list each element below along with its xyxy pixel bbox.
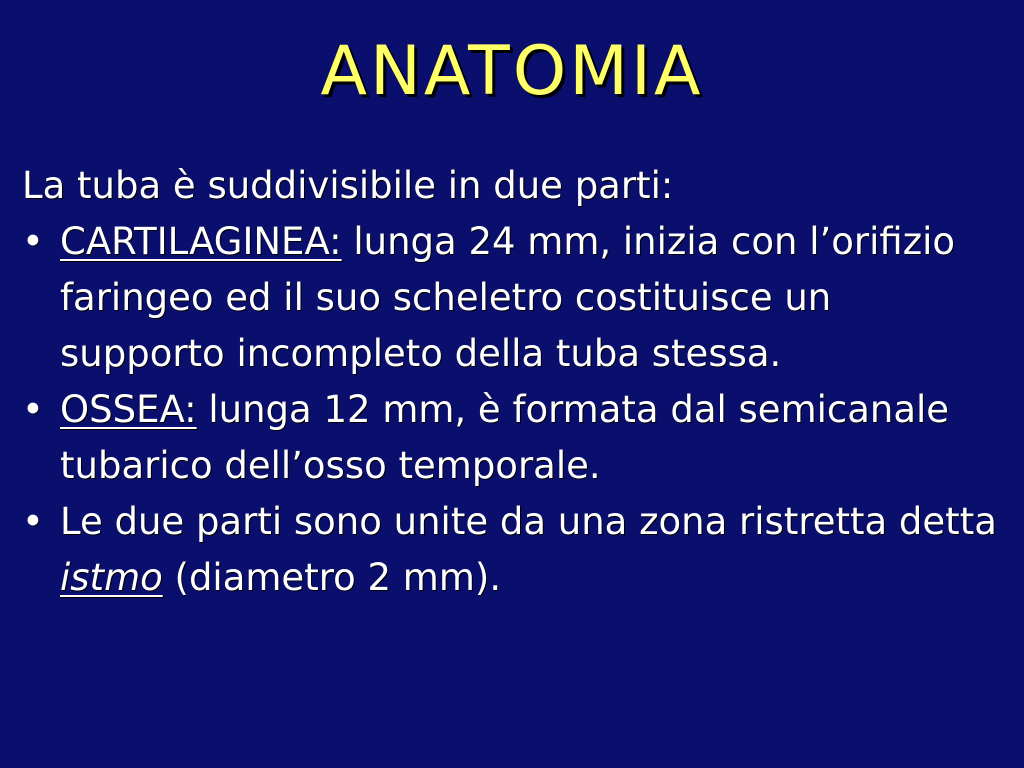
bullet-text-istmo-before: Le due parti sono unite da una zona ristretta detta [60,500,997,543]
intro-text: La tuba è suddivisibile in due parti: [22,164,674,207]
bullet-text-istmo-after: (diametro 2 mm). [162,556,502,599]
bullet-dot-icon: • [22,388,44,431]
term-cartilaginea: CARTILAGINEA: [60,220,342,263]
bullet-item-istmo [22,494,1002,606]
bullet-item-cartilaginea [22,214,1002,382]
slide-body [22,158,1002,606]
bullet-text-cartilaginea: lunga 24 mm, inizia con l’orifizio faringeo ed il suo scheletro costituisce un supporto incompleto della tuba stessa. [60,220,956,375]
term-ossea: OSSEA: [60,388,197,431]
slide-title: ANATOMIA [320,32,704,111]
term-istmo: istmo [60,556,163,599]
bullet-dot-icon: • [22,220,44,263]
bullet-item-ossea [22,382,1002,494]
bullet-list [22,214,1002,606]
bullet-dot-icon: • [22,500,44,543]
bullet-text-ossea: lunga 12 mm, è formata dal semicanale tubarico dell’osso temporale. [60,388,950,487]
